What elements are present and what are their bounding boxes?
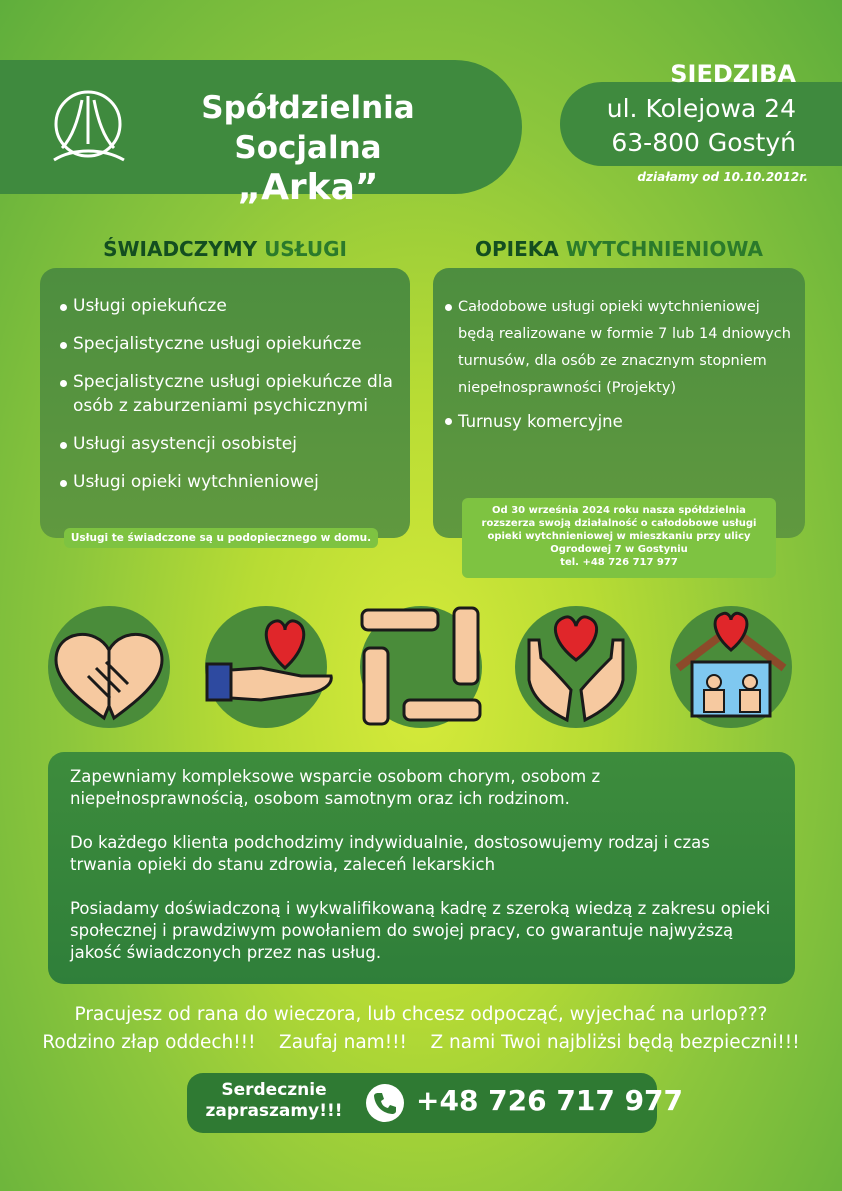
respite-item: Całodobowe usługi opieki wytchnieniowej będą realizowane w formie 7 lub 14 dniowych turnusów, dla osób ze znacznym stopniem niepełnosprawności (Projekty) [443, 294, 793, 402]
since-date: działamy od 10.10.2012r. [637, 170, 808, 184]
respite-item: Turnusy komercyjne [443, 408, 793, 435]
description-paragraph: Do każdego klienta podchodzimy indywidualnie, dostosowujemy rodzaj i czas trwania opieki do stanu zdrowia, zaleceń lekarskich [70, 833, 710, 874]
heart-hands-icon [48, 606, 170, 728]
services-list [58, 294, 396, 494]
service-item: Specjalistyczne usługi opiekuńcze [58, 332, 396, 356]
respite-title-part1: OPIEKA [475, 237, 566, 261]
services-title-part2: USŁUGI [264, 237, 347, 261]
services-title-part1: ŚWIADCZYMY [103, 237, 265, 261]
respite-note-phone: tel. +48 726 717 977 [560, 557, 678, 568]
seat-city: 63-800 Gostyń [611, 128, 796, 157]
tagline-line2: Rodzino złap oddech!!! Zaufaj nam!!! Z nami Twoi najbliżsi będą bezpieczni!!! [42, 1032, 800, 1053]
seat-street: ul. Kolejowa 24 [606, 94, 796, 123]
description-paragraph: Zapewniamy kompleksowe wsparcie osobom chorym, osobom z niepełnosprawnością, osobom samotnym oraz ich rodzinom. [70, 767, 601, 808]
organization-subtitle: „Arka” [237, 167, 379, 208]
service-item: Usługi opieki wytchnieniowej [58, 470, 396, 494]
invitation-text [200, 1080, 348, 1122]
phone-number[interactable]: +48 726 717 977 [416, 1084, 684, 1117]
services-title [40, 237, 410, 261]
cupped-hands-heart-icon [515, 606, 637, 728]
house-heart-icon [670, 606, 792, 728]
organization-name [138, 88, 478, 208]
respite-note [462, 498, 776, 578]
ark-logo-icon [48, 86, 128, 166]
respite-note-text: Od 30 września 2024 roku nasza spółdzielnia rozszerza swoją działalność o całodobowe usługi opieki wytchnieniowej w mieszkaniu przy ulicy Ogrodowej 7 w Gostyniu [481, 505, 757, 555]
tagline-line1: Pracujesz od rana do wieczora, lub chcesz odpocząć, wyjechać na urlop??? [74, 1004, 768, 1025]
service-item: Usługi asystencji osobistej [58, 432, 396, 456]
phone-icon [366, 1084, 404, 1122]
seat-title: SIEDZIBA [670, 60, 796, 88]
service-item: Usługi opiekuńcze [58, 294, 396, 318]
respite-list [443, 294, 793, 435]
organization-title: Spółdzielnia Socjalna [201, 90, 415, 166]
description-box [48, 752, 795, 984]
service-item: Specjalistyczne usługi opiekuńcze dla osób z zaburzeniami psychicznymi [58, 370, 396, 418]
services-note: Usługi te świadczone są u podopiecznego w domu. [64, 528, 378, 548]
respite-title-part2: WYTCHNIENIOWA [565, 237, 763, 261]
invitation-line1: Serdecznie [221, 1080, 327, 1100]
invitation-line2: zapraszamy!!! [205, 1101, 343, 1121]
services-panel [40, 268, 410, 538]
hands-circle-icon [358, 604, 486, 728]
respite-title [433, 237, 805, 261]
description-paragraph: Posiadamy doświadczoną i wykwalifikowaną kadrę z szeroką wiedzą z zakresu opieki społecznej i prawdziwym powołaniem do swojej pracy, co gwarantuje najwyższą jakość świadczonych przez nas usług. [70, 899, 771, 962]
giving-heart-icon [205, 606, 335, 728]
